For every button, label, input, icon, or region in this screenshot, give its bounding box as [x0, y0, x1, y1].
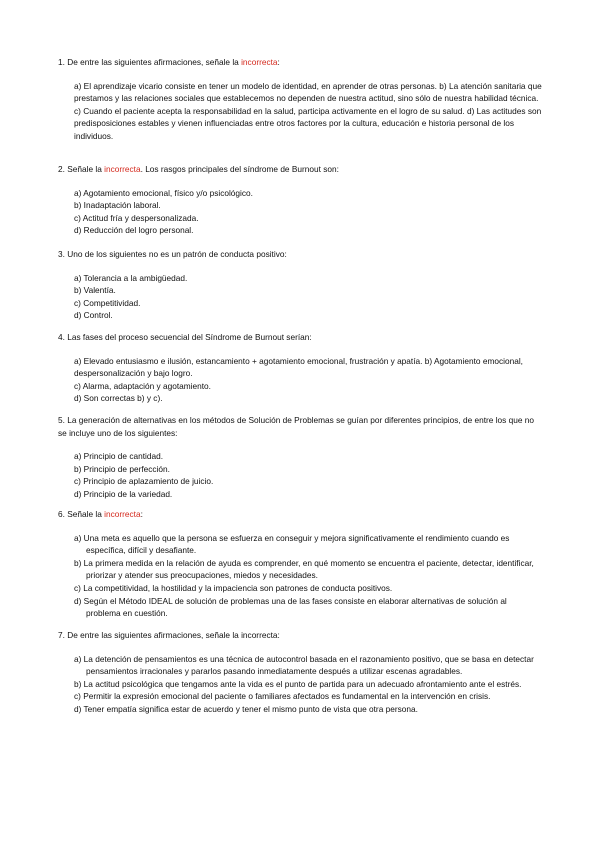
question-2	[58, 163, 542, 237]
question-7	[58, 629, 542, 716]
question-1	[58, 56, 542, 143]
question-3	[58, 248, 542, 322]
option: b) Valentía.	[74, 285, 116, 296]
option: b) La actitud psicológica que tengamos ante la vida es el punto de partida para un adecuado afrontamiento ante el estrés.	[74, 678, 522, 689]
option: a) Agotamiento emocional, físico y/o psicológico.	[74, 187, 253, 198]
option: b) La primera medida en la relación de ayuda es comprender, en qué momento se encuentra el paciente, detectar, identificar, priorizar y atender sus preocupaciones, miedos y necesidades.	[74, 557, 534, 581]
option: c) Alarma, adaptación y agotamiento.	[74, 380, 211, 391]
option: d) Son correctas b) y c).	[74, 393, 163, 404]
option: d) Tener empatía significa estar de acuerdo y tener el mismo punto de vista que otra persona.	[74, 703, 418, 714]
option: b) Inadaptación laboral.	[74, 200, 161, 211]
option: d) Control.	[74, 310, 113, 321]
option: a) Principio de cantidad.	[74, 451, 164, 462]
question-5	[58, 414, 542, 501]
question-6	[58, 508, 542, 620]
option: c) Principio de aplazamiento de juicio.	[74, 476, 214, 487]
options-list	[74, 532, 542, 620]
option: c) Competitividad.	[74, 297, 141, 308]
option: b) Principio de perfección.	[74, 463, 170, 474]
option: a) El aprendizaje vicario consiste en tener un modelo de identidad, en aprender de otras personas. b) La atención sanitaria que prestamos y las relaciones sociales que establecemos no dependen de nuestra actitud, sino sólo de nuestra habilidad técnica.	[74, 80, 542, 104]
option: c) Cuando el paciente acepta la responsabilidad en la salud, participa activamente en el logro de su salud. d) Las actitudes son predisposiciones estables y vienen influenciadas entre otros factores por la cultura, educación e historia personal de los individuos.	[74, 105, 542, 141]
question-title: 3. Uno de los siguientes no es un patrón de conducta positivo:	[58, 249, 287, 259]
question-title: 1. De entre las siguientes afirmaciones, señale la incorrecta:	[58, 57, 280, 67]
option: d) Principio de la variedad.	[74, 488, 173, 499]
option: c) Actitud fría y despersonalizada.	[74, 212, 199, 223]
option: a) Tolerancia a la ambigüedad.	[74, 272, 188, 283]
question-title: 4. Las fases del proceso secuencial del Síndrome de Burnout serían:	[58, 332, 312, 342]
question-title: 6. Señale la incorrecta:	[58, 509, 143, 519]
highlight-incorrecta: incorrecta	[241, 57, 278, 67]
option: a) Elevado entusiasmo e ilusión, estancamiento + agotamiento emocional, frustración y apatía. b) Agotamiento emocional, despersonalización y bajo logro.	[74, 355, 523, 379]
options-list	[74, 355, 542, 405]
option: c) Permitir la expresión emocional del paciente o familiares afectados es fundamental en la intervención en crisis.	[74, 691, 491, 702]
options-list	[74, 80, 542, 143]
options-list	[74, 653, 542, 716]
option: d) Reducción del logro personal.	[74, 225, 194, 236]
option: a) La detención de pensamientos es una técnica de autocontrol basada en el razonamiento positivo, que se basa en detectar pensamientos irracionales y pararlos pasando inmediatamente después a utilizar escenas agradables.	[74, 653, 534, 677]
option: a) Una meta es aquello que la persona se esfuerza en conseguir y mejora significativamente el rendimiento cuando es específica, difícil y desafiante.	[74, 532, 510, 556]
question-title: 7. De entre las siguientes afirmaciones, señale la incorrecta:	[58, 630, 280, 640]
question-4	[58, 331, 542, 405]
options-list	[74, 187, 542, 237]
options-list	[74, 450, 542, 500]
question-title: 2. Señale la incorrecta. Los rasgos principales del síndrome de Burnout son:	[58, 164, 339, 174]
option: c) La competitividad, la hostilidad y la impaciencia son patrones de conducta positivos.	[74, 582, 393, 593]
highlight-incorrecta: incorrecta	[104, 509, 141, 519]
question-title: 5. La generación de alternativas en los métodos de Solución de Problemas se guían por diferentes principios, de entre los que no se incluye uno de los siguientes:	[58, 415, 534, 438]
highlight-incorrecta: incorrecta	[104, 164, 141, 174]
option: d) Según el Método IDEAL de solución de problemas una de las fases consiste en elaborar alternativas de solución al problema en cuestión.	[74, 595, 507, 619]
options-list	[74, 272, 542, 322]
